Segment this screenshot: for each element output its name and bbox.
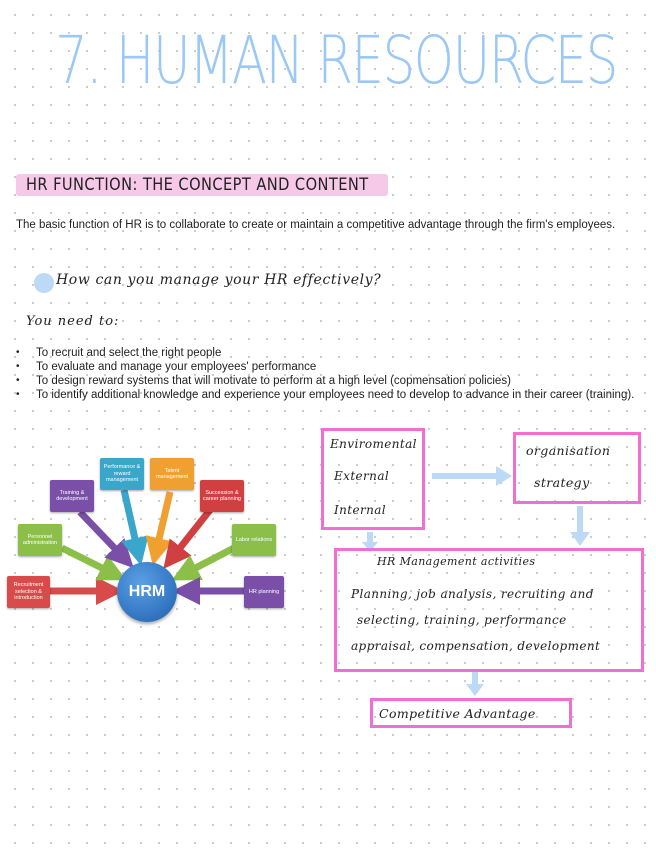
environment-box	[321, 428, 425, 530]
hrm-node-performance: Performance & reward management	[100, 458, 144, 490]
hrm-center-circle: HRM	[117, 562, 177, 622]
activities-line: appraisal, compensation, development	[351, 639, 601, 653]
need-label: You need to:	[26, 314, 120, 329]
activities-title: HR Management activities	[377, 555, 536, 568]
hr-activities-box	[334, 548, 644, 672]
intro-paragraph: The basic function of HR is to collaborate to create or maintain a competitive advantage through the firm's employees.	[16, 219, 616, 231]
page-title: 7. HUMAN RESOURCES	[55, 22, 617, 99]
question-text: How can you manage your HR effectively?	[56, 272, 382, 288]
hrm-node-hr-planning: HR planning	[244, 576, 284, 608]
organisation-strategy-box	[513, 432, 641, 504]
internal-label: Internal	[334, 503, 387, 517]
external-label: External	[334, 469, 390, 483]
strategy-label: strategy	[534, 475, 590, 490]
list-item: • To identify additional knowledge and experience your employees need to develop to advance in their career (training).	[14, 388, 644, 402]
hrm-node-personnel: Personnel administration	[18, 524, 62, 556]
environment-label: Enviromental	[330, 437, 417, 451]
activities-line: Planning, job analysis, recruiting and	[351, 587, 594, 601]
activities-line: selecting, training, performance	[357, 613, 567, 627]
organisation-label: organisation	[526, 443, 611, 458]
list-item: • To design reward systems that will motivate to perform at a high level (copmensation policies)	[14, 374, 644, 388]
list-item: • To evaluate and manage your employees' performance	[14, 360, 644, 374]
hrm-node-labor: Labor relations	[232, 524, 276, 556]
hrm-node-talent: Talent management	[150, 458, 194, 490]
hrm-node-training: Training & development	[50, 480, 94, 512]
hrm-node-succession: Succession & career planning	[200, 480, 244, 512]
competitive-advantage-box	[370, 698, 572, 728]
hrm-node-recruitment: Recruitment selection & introduction	[7, 576, 50, 608]
advantage-label: Competitive Advantage	[379, 706, 536, 721]
section-subtitle: HR FUNCTION: THE CONCEPT AND CONTENT	[26, 175, 369, 195]
list-item: • To recruit and select the right people	[14, 346, 644, 360]
